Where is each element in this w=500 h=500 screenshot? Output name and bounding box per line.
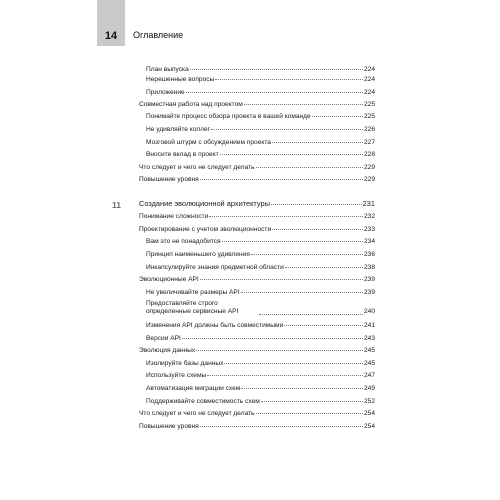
toc-entry[interactable] — [146, 89, 375, 97]
toc-entry-page: 254 — [363, 423, 375, 430]
toc-entry[interactable] — [139, 164, 375, 172]
toc-entry[interactable] — [139, 423, 375, 431]
dot-leader — [256, 413, 363, 414]
dot-leader — [251, 254, 363, 255]
dot-leader — [200, 426, 363, 427]
toc-entry[interactable] — [146, 113, 375, 121]
toc-entry[interactable] — [146, 385, 375, 393]
toc-entry-label: Повышение уровня — [139, 176, 199, 183]
dot-leader — [215, 79, 363, 80]
toc-entry-page: 234 — [363, 238, 375, 245]
dot-leader — [259, 314, 363, 315]
toc-entry[interactable] — [146, 251, 375, 259]
toc-entry[interactable] — [146, 322, 375, 330]
toc-entry-label: Понимание сложности — [139, 213, 209, 220]
toc-entry-page: 231 — [362, 199, 375, 208]
toc-entry-page: 249 — [363, 385, 375, 392]
dot-leader — [284, 325, 363, 326]
toc-entry-page: 236 — [363, 251, 375, 258]
toc-entry[interactable] — [146, 372, 375, 380]
toc-entry[interactable] — [146, 76, 375, 84]
toc-entry-page: 252 — [363, 398, 375, 405]
toc-entry-page: 240 — [363, 308, 375, 315]
toc-entry-label: Инкапсулируйте знания предметной области — [146, 264, 284, 271]
toc-entry-label: Что следует и чего не следует делать — [139, 410, 255, 417]
toc-entry[interactable] — [146, 398, 375, 406]
toc-entry-label: Совместная работа над проектом — [139, 101, 243, 108]
toc-entry[interactable] — [139, 410, 375, 418]
toc-entry-page: 224 — [363, 66, 375, 73]
toc-entry-label: Поддерживайте совместимость схем — [146, 398, 260, 405]
toc-entry-page: 229 — [363, 176, 375, 183]
toc-entry-page: 228 — [363, 151, 375, 158]
toc-entry-label: Версии API — [146, 335, 181, 342]
toc-entry[interactable] — [146, 300, 375, 316]
toc-entry-label: Эволюция данных — [139, 347, 196, 354]
toc-entry-page: 225 — [363, 101, 375, 108]
dot-leader — [182, 338, 363, 339]
dot-leader — [211, 129, 363, 130]
toc-entry[interactable] — [146, 139, 375, 147]
toc-entry-page: 227 — [363, 139, 375, 146]
toc-entry-label: Предоставляйте строго определенные сервисные API — [146, 300, 239, 315]
dot-leader — [256, 167, 363, 168]
toc-entry-page: 229 — [363, 164, 375, 171]
toc-entry-label: Что следует и чего не следует делать — [139, 164, 255, 171]
dot-leader — [220, 154, 363, 155]
toc-entry[interactable] — [146, 151, 375, 159]
toc-entry-page: 238 — [363, 264, 375, 271]
toc-entry-page: 247 — [363, 372, 375, 379]
toc-entry-label: Эволюционные API — [139, 276, 199, 283]
dot-leader — [285, 267, 363, 268]
dot-leader — [241, 292, 363, 293]
toc-entry-page: 226 — [363, 126, 375, 133]
toc-chapter-entry[interactable] — [139, 200, 375, 208]
toc-entry-label: Автоматизация миграции схем — [146, 385, 241, 392]
toc-entry[interactable] — [139, 101, 375, 109]
toc-entry-page: 225 — [363, 113, 375, 120]
dot-leader — [222, 241, 363, 242]
dot-leader — [186, 92, 363, 93]
toc-entry[interactable] — [139, 276, 375, 284]
toc-entry[interactable] — [139, 176, 375, 184]
toc-entry-label: Изолируйте базы данных — [146, 360, 224, 367]
dot-leader — [272, 229, 363, 230]
toc-entry[interactable] — [146, 289, 375, 297]
toc-entry-label: Нерешенные вопросы — [146, 76, 215, 83]
dot-leader — [271, 204, 362, 205]
page-number: 14 — [97, 0, 125, 46]
toc-entry[interactable] — [146, 126, 375, 134]
toc-entry-label: Вносите вклад в проект — [146, 151, 219, 158]
toc-entry[interactable] — [146, 66, 375, 74]
toc-entry-page: 254 — [363, 410, 375, 417]
toc-entry-label: Изменения API должны быть совместимыми — [146, 322, 284, 329]
dot-leader — [272, 142, 363, 143]
toc-entry-label: Понимайте процесс обзора проекта в вашей команде — [146, 113, 311, 120]
running-title: Оглавление — [133, 30, 184, 40]
toc-entry-label: Приложение — [146, 89, 185, 96]
toc-entry-label: Мозговой штурм с обсуждением проекта — [146, 139, 271, 146]
toc-entry-page: 243 — [363, 335, 375, 342]
dot-leader — [190, 69, 363, 70]
toc-entry-page: 239 — [363, 276, 375, 283]
chapter-number: 11 — [112, 200, 121, 210]
toc-entry[interactable] — [139, 347, 375, 355]
dot-leader — [312, 116, 363, 117]
toc-entry[interactable] — [146, 335, 375, 343]
toc-entry[interactable] — [139, 226, 375, 234]
toc-entry-label: План выпуска — [146, 66, 189, 73]
toc-entry-label: Не увеличивайте размеры API — [146, 289, 240, 296]
toc-entry-label: Используйте схемы — [146, 372, 207, 379]
dot-leader — [209, 216, 363, 217]
toc-entry-label: Принцип наименьшего удивления — [146, 251, 250, 258]
toc-entry-page: 224 — [363, 89, 375, 96]
toc-entry-page: 241 — [363, 322, 375, 329]
toc-entry-page: 232 — [363, 213, 375, 220]
toc-entry-label: Проектирование с учетом эволюционности — [139, 226, 272, 233]
toc-entry-label: Повышение уровня — [139, 423, 199, 430]
toc-entry-page: 224 — [363, 76, 375, 83]
toc-entry-label: Не удивляйте коллег — [146, 126, 211, 133]
toc-entry[interactable] — [146, 360, 375, 368]
dot-leader — [207, 375, 363, 376]
toc-entry-page: 245 — [363, 347, 375, 354]
toc-entry[interactable] — [146, 264, 375, 272]
dot-leader — [200, 279, 363, 280]
toc-entry-page: 245 — [363, 360, 375, 367]
dot-leader — [241, 388, 363, 389]
toc-entry-label: Вам это не понадобится — [146, 238, 221, 245]
toc-entry-page: 239 — [363, 289, 375, 296]
toc-entry[interactable] — [146, 238, 375, 246]
dot-leader — [196, 350, 363, 351]
toc-entry-page: 233 — [363, 226, 375, 233]
toc-entry[interactable] — [139, 213, 375, 221]
dot-leader — [200, 179, 363, 180]
dot-leader — [224, 363, 363, 364]
dot-leader — [261, 401, 363, 402]
toc-entry-label: Создание эволюционной архитектуры — [139, 199, 270, 208]
dot-leader — [244, 104, 363, 105]
